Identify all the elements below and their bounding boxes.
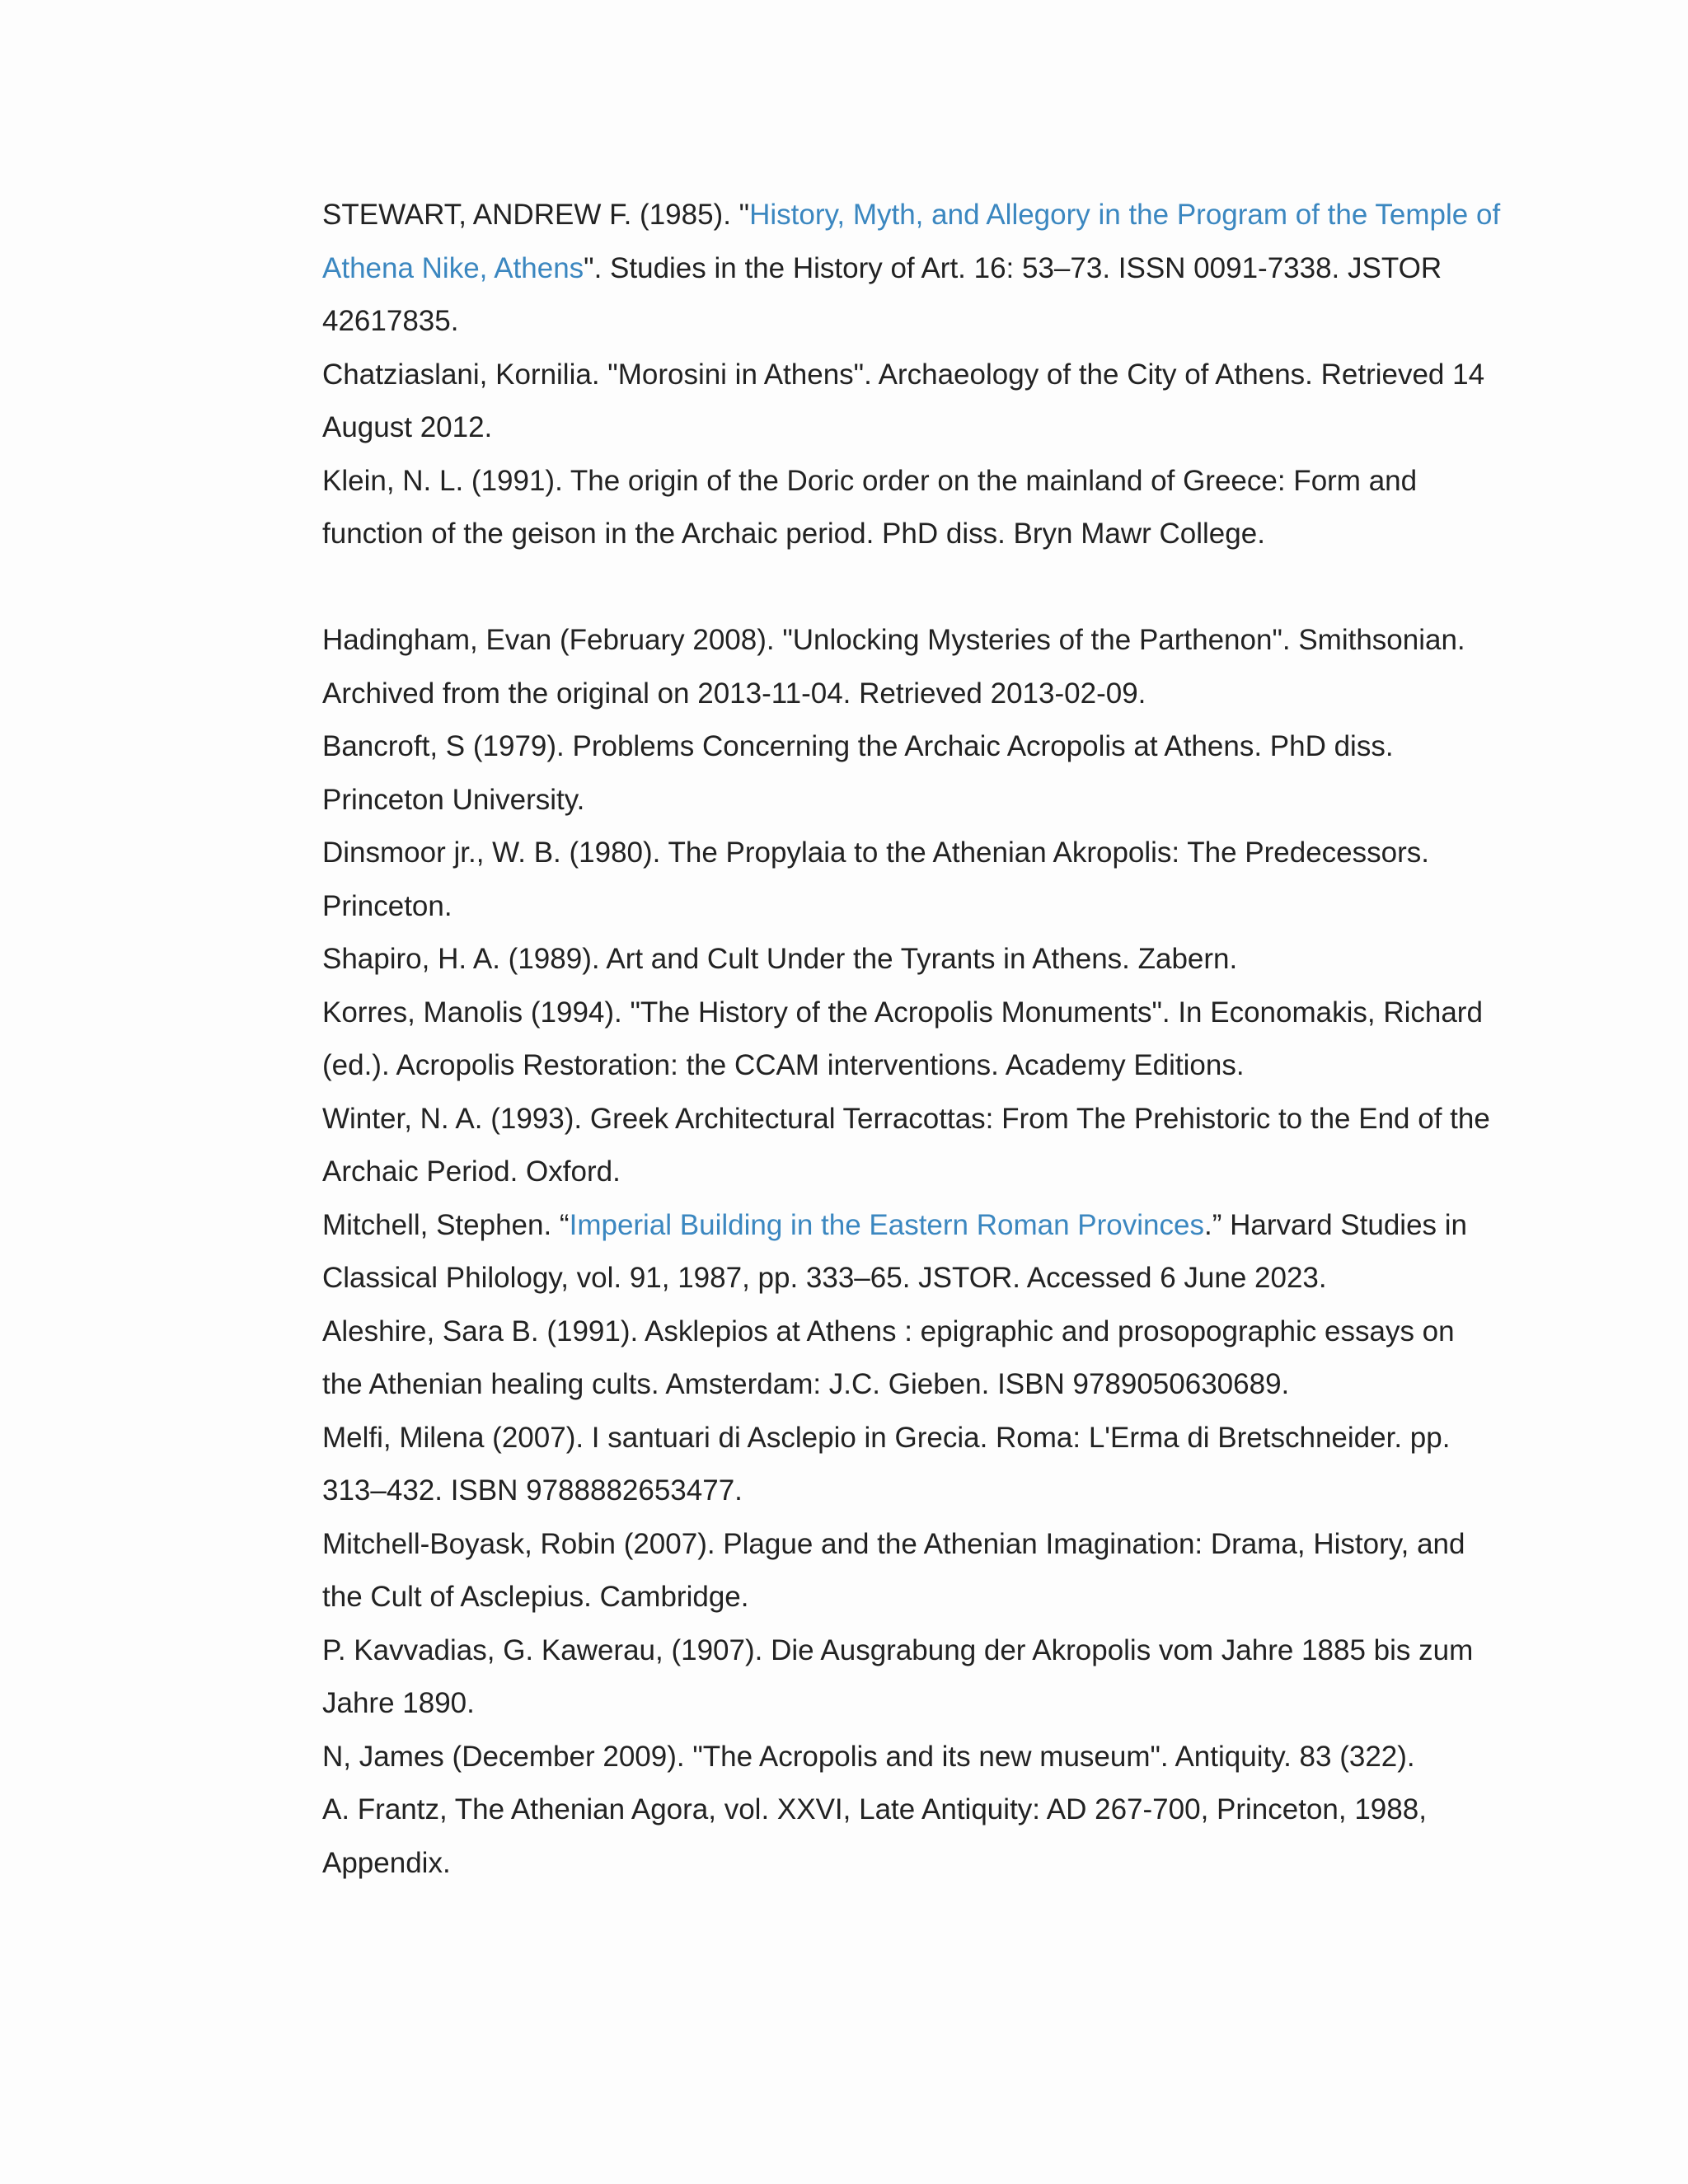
reference-text: Chatziaslani, Kornilia. "Morosini in Athens". Archaeology of the City of Athens. Retrieved 14 August 2012. <box>322 358 1485 443</box>
reference-link[interactable]: History, Myth, and Allegory in the Program of the Temple of Athena Nike, Athens <box>322 199 1501 284</box>
reference-item <box>322 827 1501 933</box>
reference-text: Winter, N. A. (1993). Greek Architectural Terracottas: From The Prehistoric to the End of the Archaic Period. Oxford. <box>322 1102 1490 1188</box>
reference-text: Bancroft, S (1979). Problems Concerning the Archaic Acropolis at Athens. PhD diss. Princeton University. <box>322 730 1394 816</box>
reference-item <box>322 1783 1501 1890</box>
reference-text: Hadingham, Evan (February 2008). "Unlocking Mysteries of the Parthenon". Smithsonian. Archived from the original on 2013-11-04. Retrieved 2013-02-09. <box>322 624 1465 710</box>
reference-text: Klein, N. L. (1991). The origin of the Doric order on the mainland of Greece: Form and function of the geison in the Archaic period. PhD diss. Bryn Mawr College. <box>322 464 1418 550</box>
reference-item <box>322 1518 1501 1624</box>
reference-list <box>322 189 1501 1890</box>
reference-text: Aleshire, Sara B. (1991). Asklepios at Athens : epigraphic and prosopographic essays on the Athenian healing cults. Amsterdam: J.C. Gieben. ISBN 9789050630689. <box>322 1315 1455 1400</box>
reference-text: Mitchell, Stephen. “ <box>322 1208 570 1241</box>
reference-item <box>322 1624 1501 1731</box>
reference-item <box>322 1093 1501 1199</box>
reference-item <box>322 720 1501 827</box>
reference-text: .” Harvard Studies in Classical Philology, vol. 91, 1987, pp. 333–65. JSTOR. Accessed 6 June 2023. <box>322 1208 1468 1294</box>
reference-text: STEWART, ANDREW F. (1985). " <box>322 199 750 231</box>
reference-item <box>322 614 1501 720</box>
reference-item <box>322 189 1501 349</box>
reference-text: Shapiro, H. A. (1989). Art and Cult Under the Tyrants in Athens. Zabern. <box>322 943 1238 975</box>
reference-item <box>322 1731 1501 1784</box>
reference-text: Melfi, Milena (2007). I santuari di Asclepio in Grecia. Roma: L'Erma di Bretschneider. pp. 313–432. ISBN 9788882653477. <box>322 1421 1451 1507</box>
reference-item <box>322 455 1501 561</box>
reference-text: P. Kavvadias, G. Kawerau, (1907). Die Ausgrabung der Akropolis vom Jahre 1885 bis zum Jahre 1890. <box>322 1633 1474 1719</box>
reference-item <box>322 987 1501 1093</box>
reference-item <box>322 1199 1501 1305</box>
reference-text: Korres, Manolis (1994). "The History of the Acropolis Monuments". In Economakis, Richard (ed.). Acropolis Restoration: the CCAM interventions. Academy Editions. <box>322 996 1483 1081</box>
reference-text: N, James (December 2009). "The Acropolis and its new museum". Antiquity. 83 (322). <box>322 1740 1415 1773</box>
reference-item <box>322 933 1501 987</box>
reference-text: Dinsmoor jr., W. B. (1980). The Propylaia to the Athenian Akropolis: The Predecessors. Princeton. <box>322 837 1429 922</box>
reference-item <box>322 1412 1501 1518</box>
reference-link[interactable]: Imperial Building in the Eastern Roman Provinces <box>569 1208 1204 1241</box>
reference-text: Mitchell-Boyask, Robin (2007). Plague and the Athenian Imagination: Drama, History, and the Cult of Asclepius. Cambridge. <box>322 1527 1465 1613</box>
reference-item <box>322 1305 1501 1412</box>
reference-text: ". Studies in the History of Art. 16: 53–73. ISSN 0091-7338. JSTOR 42617835. <box>322 251 1442 337</box>
reference-item <box>322 349 1501 455</box>
reference-text: A. Frantz, The Athenian Agora, vol. XXVI, Late Antiquity: AD 267-700, Princeton, 1988, Appendix. <box>322 1793 1427 1879</box>
